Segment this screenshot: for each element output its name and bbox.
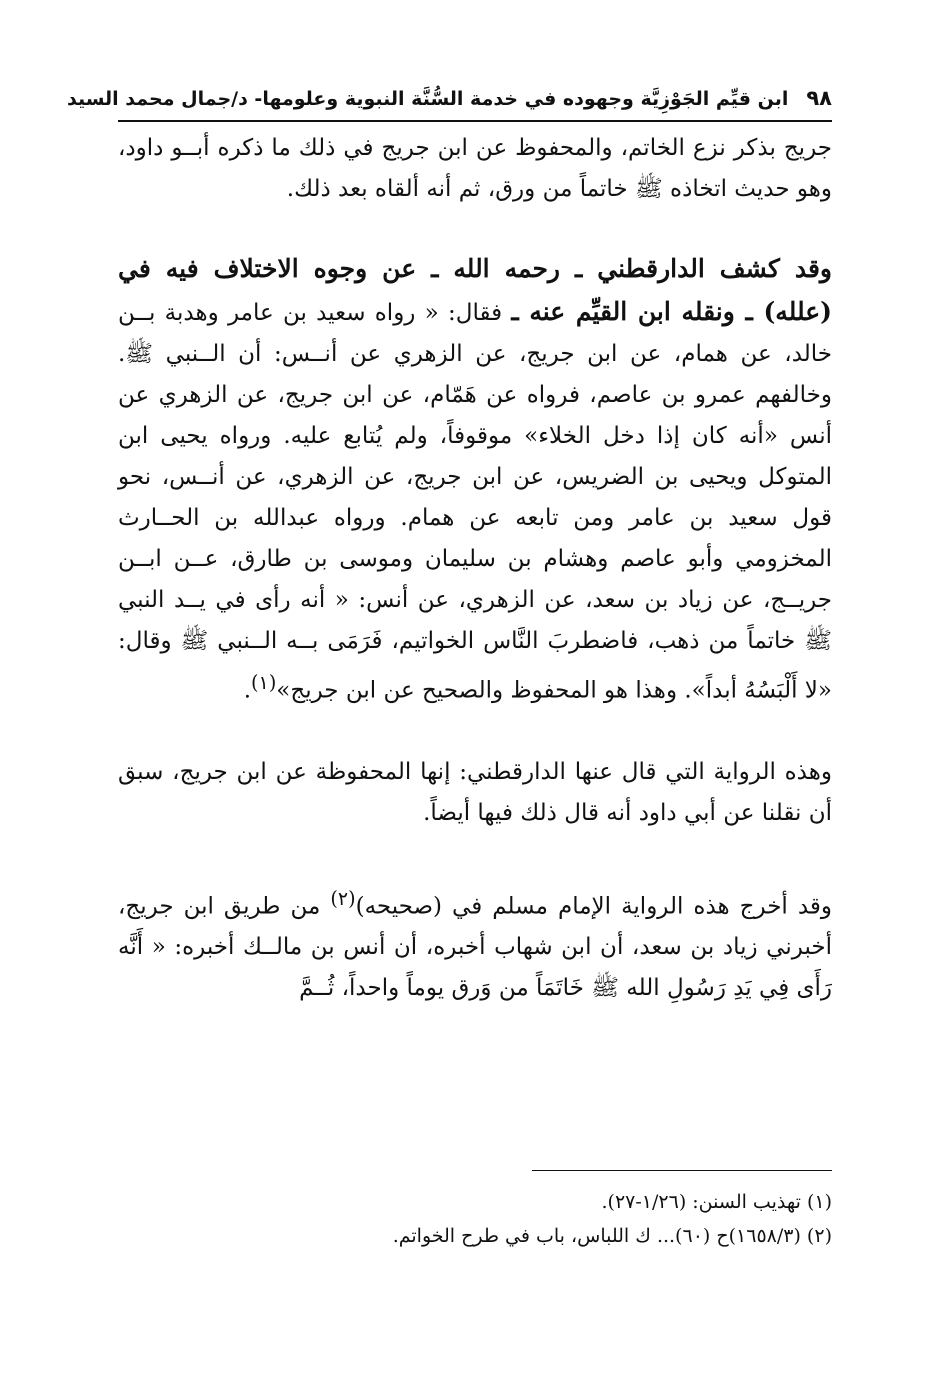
footnote: (١) تهذيب السنن: (١/٢٦-٢٧). — [601, 1191, 832, 1213]
paragraph — [118, 248, 832, 712]
footnote-ref: (١) — [251, 671, 277, 694]
paragraph-text: من طريق ابن جريج، أخبرني زياد بن سعد، أن ابن شهاب أخبره، أن أنس بن مالــك أخبره: « أَنَّه رَأَى فِي يَدِ رَسُولِ الله ﷺ خَاتَمَاً من وَرق يوماً واحداً، ثُــمَّ — [118, 893, 832, 1002]
paragraph-text: وقد أخرج هذه الرواية الإمام مسلم في (صحيحه) — [355, 893, 832, 920]
paragraph — [118, 878, 832, 1010]
paragraph — [118, 752, 832, 834]
section-heading: وقد كشف الدارقطني ـ رحمه الله ـ عن وجوه الاختلاف فيه في (علله) ـ ونقله ابن القيِّم عنه ـ — [118, 254, 832, 326]
paragraph-text: وهذه الرواية التي قال عنها الدارقطني: إنها المحفوظة عن ابن جريج، سبق أن نقلنا عن أبي داود أنه قال ذلك فيها أيضاً. — [118, 758, 832, 826]
footnote-ref: (٢) — [330, 886, 356, 910]
paragraph-text: فقال: « رواه سعيد بن عامر وهدبة بــن خالد، عن همام، عن ابن جريج، عن الزهري عن أنــس: أن الــنبي ﷺ. وخالفهم عمرو بن عاصم، فرواه عن هَمّام، عن ابن جريج، عن الزهري عن أنس «أنه كان إذا دخل الخلاء» موقوفاً، ولم يُتابع عليه. ورواه يحيى ابن المتوكل ويحيى بن الضريس، عن ابن جريج، عن الزهري، عن أنــس، نحو قول سعيد بن عامر ومن تابعه عن همام. ورواه عبدالله بن الحــارث المخزومي وأبو عاصم وهشام بن سليمان وموسى بن طارق، عــن ابــن جريــج، عن زياد بن سعد، عن الزهري، عن أنس: « أنه رأى في يــد النبي ﷺ خاتماً من ذهب، فاضطربَ النَّاس الخواتيم، فَرَمَى بــه الــنبي ﷺ وقال: «لا أَلْبَسُهُ أبداً». وهذا هو المحفوظ والصحيح عن ابن جريج» — [118, 300, 832, 704]
footnote-separator — [532, 1170, 832, 1171]
paragraph-end: . — [243, 677, 252, 704]
footnote: (٢) (١٦٥٨/٣)ح (٦٠)... ك اللباس، باب في طرح الخواتم. — [392, 1225, 832, 1247]
running-head — [66, 86, 832, 122]
paragraph-text: جريج بذكر نزع الخاتم، والمحفوظ عن ابن جريج في ذلك ما ذكره أبــو داود، وهو حديث اتخاذه ﷺ خاتماً من ورق، ثم أنه ألقاه بعد ذلك. — [118, 135, 832, 202]
page-number: ٩٨ — [806, 86, 832, 110]
paragraph — [118, 128, 832, 210]
running-head-title: ابن قيِّم الجَوْزِيَّة وجهوده في خدمة السُّنَّة النبوية وعلومها- د/جمال محمد السيد — [66, 88, 789, 110]
page-body — [66, 86, 832, 1009]
footnotes — [118, 1170, 832, 1253]
